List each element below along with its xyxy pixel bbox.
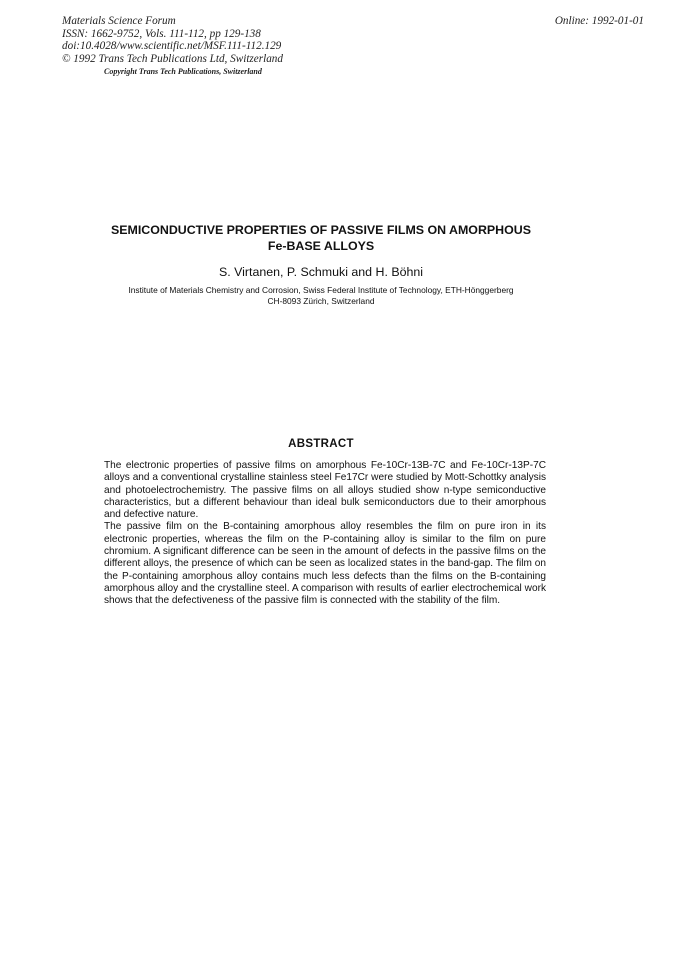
title-line-2: Fe-BASE ALLOYS xyxy=(267,239,375,253)
publication-metadata xyxy=(62,15,283,65)
authors: S. Virtanen, P. Schmuki and H. Böhni xyxy=(218,265,424,279)
title-line-1: SEMICONDUCTIVE PROPERTIES OF PASSIVE FILMS ON AMORPHOUS xyxy=(111,223,531,237)
paper-title xyxy=(90,222,552,254)
copyright-line: © 1992 Trans Tech Publications Ltd, Switzerland xyxy=(62,52,283,65)
journal-name: Materials Science Forum xyxy=(62,15,176,27)
abstract-paragraph-1: The electronic properties of passive films on amorphous Fe-10Cr-13B-7C and Fe-10Cr-13P-7C alloys and a conventional crystalline stainless steel Fe17Cr were studied by Mott-Schottky analysis and photoelectrochemistry. The passive films on all alloys studied show n-type semiconductive characteristics, but a different behaviour than ideal bulk semiconductors due to their amorphous and defective nature. xyxy=(104,460,546,521)
online-date: Online: 1992-01-01 xyxy=(554,15,644,27)
issn-line: ISSN: 1662-9752, Vols. 111-112, pp 129-138 xyxy=(62,27,261,40)
abstract-body xyxy=(104,460,546,608)
abstract-heading: ABSTRACT xyxy=(288,438,354,450)
abstract-paragraph-2: The passive film on the B-containing amorphous alloy resembles the film on pure iron in its electronic properties, whereas the film on the P-containing alloy is similar to the film on pure chromium. A significant difference can be seen in the amount of defects in the passive films on the different alloys, the presence of which can be seen as localized states in the band-gap. The film on the P-containing amorphous alloy contains much less defects than the films on the B-containing amorphous alloy and the crystalline steel. A comparison with results of earlier electrochemical work shows that the defectiveness of the passive film is connected with the stability of the film. xyxy=(104,521,546,607)
doi-link[interactable]: doi:10.4028/www.scientific.net/MSF.111-112.129 xyxy=(62,40,282,53)
affiliation xyxy=(90,285,552,308)
copyright-stamp: Copyright Trans Tech Publications, Switzerland xyxy=(104,67,262,76)
affiliation-line-2: CH-8093 Zürich, Switzerland xyxy=(267,296,375,307)
affiliation-line-1: Institute of Materials Chemistry and Corrosion, Swiss Federal Institute of Technology, ETH-Hönggerberg xyxy=(128,285,514,295)
